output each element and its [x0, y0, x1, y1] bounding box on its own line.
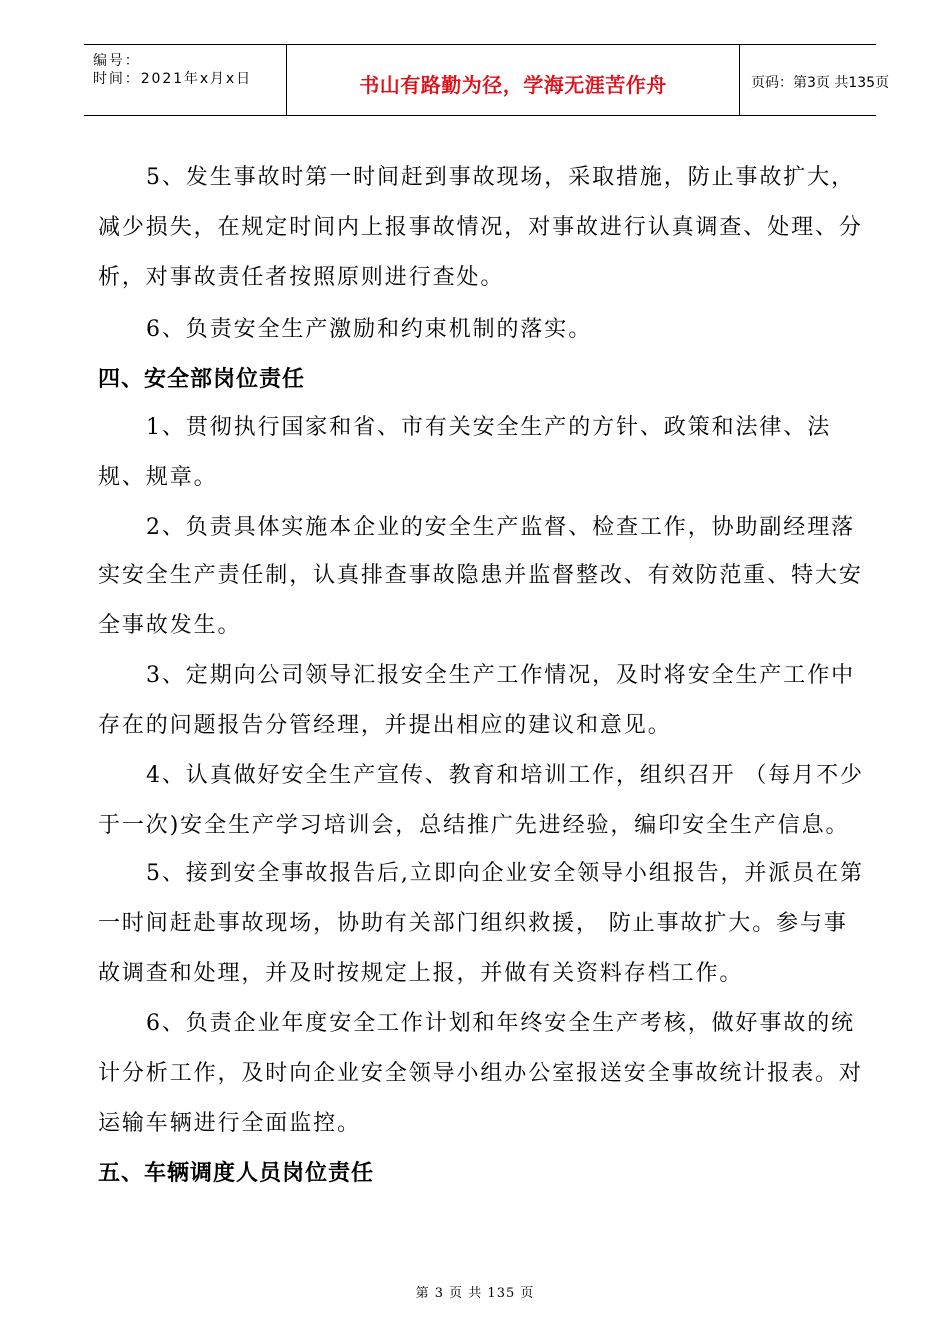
paragraph-line: 实安全生产责任制，认真排查事故隐患并监督整改、有效防范重、特大安: [98, 563, 863, 588]
paragraph-line: 4、认真做好安全生产宣传、教育和培训工作，组织召开 （每月不少: [146, 763, 864, 788]
paragraph-line: 计分析工作，及时向企业安全领导小组办公室报送安全事故统计报表。对: [98, 1061, 863, 1086]
header-page-info: 页码：第3页 共135页: [751, 75, 890, 91]
paragraph-line: 2、负责具体实施本企业的安全生产监督、检查工作，协助副经理落: [146, 515, 855, 540]
header-motto-cell: [286, 45, 740, 115]
header-page-cell: [739, 45, 890, 115]
document-number-label: 编号：: [93, 53, 141, 69]
paragraph-line: 规、规章。: [98, 465, 218, 490]
paragraph-line: 6、负责安全生产激励和约束机制的落实。: [146, 317, 593, 342]
paragraph-line: 一时间赶赴事故现场，协助有关部门组织救援， 防止事故扩大。参与事: [98, 911, 848, 936]
paragraph-line: 6、负责企业年度安全工作计划和年终安全生产考核，做好事故的统: [146, 1011, 855, 1036]
paragraph-line: 于一次)安全生产学习培训会，总结推广先进经验，编印安全生产信息。: [98, 813, 850, 838]
paragraph-line: 运输车辆进行全面监控。: [98, 1111, 361, 1136]
paragraph-line: 5、接到安全事故报告后,立即向企业安全领导小组报告，并派员在第: [146, 861, 864, 886]
section-heading-4: 四、安全部岗位责任: [98, 367, 306, 392]
paragraph-line: 减少损失，在规定时间内上报事故情况，对事故进行认真调查、处理、分: [98, 215, 863, 240]
paragraph-line: 全事故发生。: [98, 613, 242, 638]
paragraph-line: 1、贯彻执行国家和省、市有关安全生产的方针、政策和法律、法: [146, 415, 832, 440]
document-time-label: 时间：2021年x月x日: [93, 71, 252, 87]
paragraph-line: 3、定期向公司领导汇报安全生产工作情况，及时将安全生产工作中: [146, 663, 855, 688]
paragraph-line: 析，对事故责任者按照原则进行查处。: [98, 265, 505, 290]
paragraph-line: 5、发生事故时第一时间赶到事故现场，采取措施，防止事故扩大，: [146, 165, 855, 190]
document-header: [84, 44, 890, 116]
page-footer: 第 3 页 共 135 页: [415, 1286, 535, 1301]
section-heading-5: 五、车辆调度人员岗位责任: [98, 1161, 375, 1186]
header-motto: 书山有路勤为径，学海无涯苦作舟: [359, 73, 667, 97]
paragraph-line: 故调查和处理，并及时按规定上报，并做有关资料存档工作。: [98, 961, 744, 986]
paragraph-line: 存在的问题报告分管经理，并提出相应的建议和意见。: [98, 713, 672, 738]
header-left-cell: [84, 45, 286, 115]
